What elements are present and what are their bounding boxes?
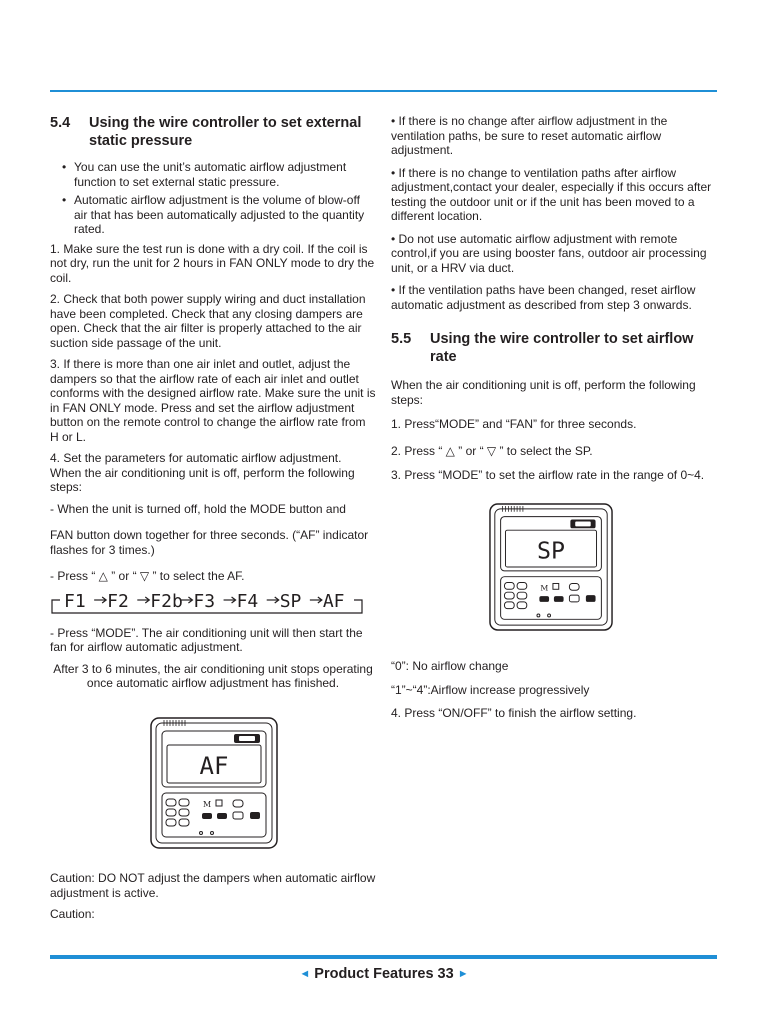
step-1: 1. Make sure the test run is done with a dry coil. If the coil is not dry, run the unit for 2 hours in FAN ONLY mode to dry the coil.	[50, 241, 375, 285]
footer-label: Product Features 33	[314, 966, 454, 982]
section-number: 5.4	[50, 115, 71, 131]
header-rule	[50, 90, 717, 92]
section-5-4-heading	[50, 114, 376, 150]
display-af-text: AF	[199, 752, 229, 780]
intro-text: When the air conditioning unit is off, perform the following steps:	[391, 378, 696, 407]
right-bullet-2: • If there is no change to ventilation paths after airflow adjustment,contact your dealer, especially if this occurs after testing the outdoor unit or if the unit has been moved to a different location.	[391, 165, 712, 223]
list-item: • You can use the unit’s automatic airflow adjustment function to set external static pressure.	[74, 160, 376, 189]
step-4-hold: - When the unit is turned off, hold the MODE button and	[50, 501, 346, 516]
step-4: 4. Press “ON/OFF” to finish the airflow setting.	[391, 706, 637, 720]
step-4-mode: - Press “MODE”. The air conditioning unit will then start the fan for airflow automatic adjustment.	[50, 625, 363, 654]
svg-text:M: M	[540, 583, 549, 593]
right-bullet-1: • If there is no change after airflow adjustment in the ventilation paths, be sure to reset automatic airflow adjustment.	[391, 114, 668, 157]
sequence-diagram	[50, 588, 370, 616]
step-4: 4. Set the parameters for automatic airflow adjustment. When the air conditioning unit is off, perform the following steps:	[50, 451, 355, 494]
wire-controller-af-image	[150, 717, 278, 849]
step-4-fan: FAN button down together for three seconds. (“AF” indicator flashes for 3 times.)	[50, 528, 369, 557]
sequence-code: F2b	[150, 590, 183, 612]
footer-rule	[50, 955, 717, 959]
sequence-code: F1	[64, 590, 86, 612]
section-5-5-heading	[391, 330, 721, 366]
caution-block	[50, 871, 376, 929]
sequence-code: F2	[107, 590, 129, 612]
step-2: 2. Press “ △ ” or “ ▽ ” to select the SP.	[391, 443, 593, 458]
right-column	[391, 114, 721, 490]
step-1: 1. Press“MODE” and “FAN” for three seconds.	[391, 417, 637, 431]
left-arrow-icon: ◄	[299, 968, 311, 980]
parameter-sequence	[50, 588, 376, 614]
step-4-select: - Press “ △ ” or “ ▽ ” to select the AF.	[50, 569, 245, 583]
bullet-list	[50, 160, 376, 237]
step-3: 3. Press “MODE” to set the airflow rate in the range of 0~4.	[391, 468, 705, 482]
right-bullet-4: • If the ventilation paths have been changed, reset airflow automatic adjustment as described from step 3 onwards.	[391, 283, 696, 312]
sequence-code: SP	[279, 590, 302, 612]
note-0: “0”: No airflow change	[391, 659, 509, 673]
sequence-code: AF	[322, 590, 345, 612]
wire-controller-sp-image	[489, 503, 613, 631]
step-3: 3. If there is more than one air inlet and outlet, adjust the dampers so that the airflow rate of each air inlet and outlet conforms with the designed airflow rate. Make sure the unit is in FAN ONLY mode. Press and set the airflow adjustment button on the remote control to change the airflow rate from H or L.	[50, 357, 376, 444]
page-footer	[0, 966, 768, 982]
svg-text:M: M	[203, 800, 212, 809]
step-2: 2. Check that both power supply wiring and duct installation have been completed. Check that any closing dampers are open. Check that the air filter is properly attached to the air suction side passage of the unit.	[50, 292, 366, 350]
section-title: Using the wire controller to set external static pressure	[89, 115, 362, 149]
note-1-4: “1”~“4”:Airflow increase progressively	[391, 682, 590, 697]
section-number: 5.5	[391, 331, 412, 347]
display-sp-text: SP	[537, 537, 565, 565]
left-column	[50, 114, 376, 698]
caution-text: Caution: DO NOT adjust the dampers when automatic airflow adjustment is active.	[50, 871, 376, 900]
section-title: Using the wire controller to set airflow rate	[430, 331, 694, 365]
list-item: • Automatic airflow adjustment is the volume of blow-off air that has been automatically adjusted to the quantity rated.	[74, 193, 376, 237]
step-4-finish: After 3 to 6 minutes, the air conditioning unit stops operating once automatic airflow adjustment has finished.	[53, 661, 373, 690]
airflow-notes	[391, 659, 721, 728]
right-bullet-3: • Do not use automatic airflow adjustment with remote control,if you are using booster fans, outdoor air processing unit, or a HRV via duct.	[391, 231, 707, 275]
sequence-code: F4	[236, 590, 259, 612]
right-arrow-icon: ►	[457, 968, 469, 980]
sequence-code: F3	[193, 590, 216, 612]
caution-label: Caution:	[50, 907, 95, 921]
